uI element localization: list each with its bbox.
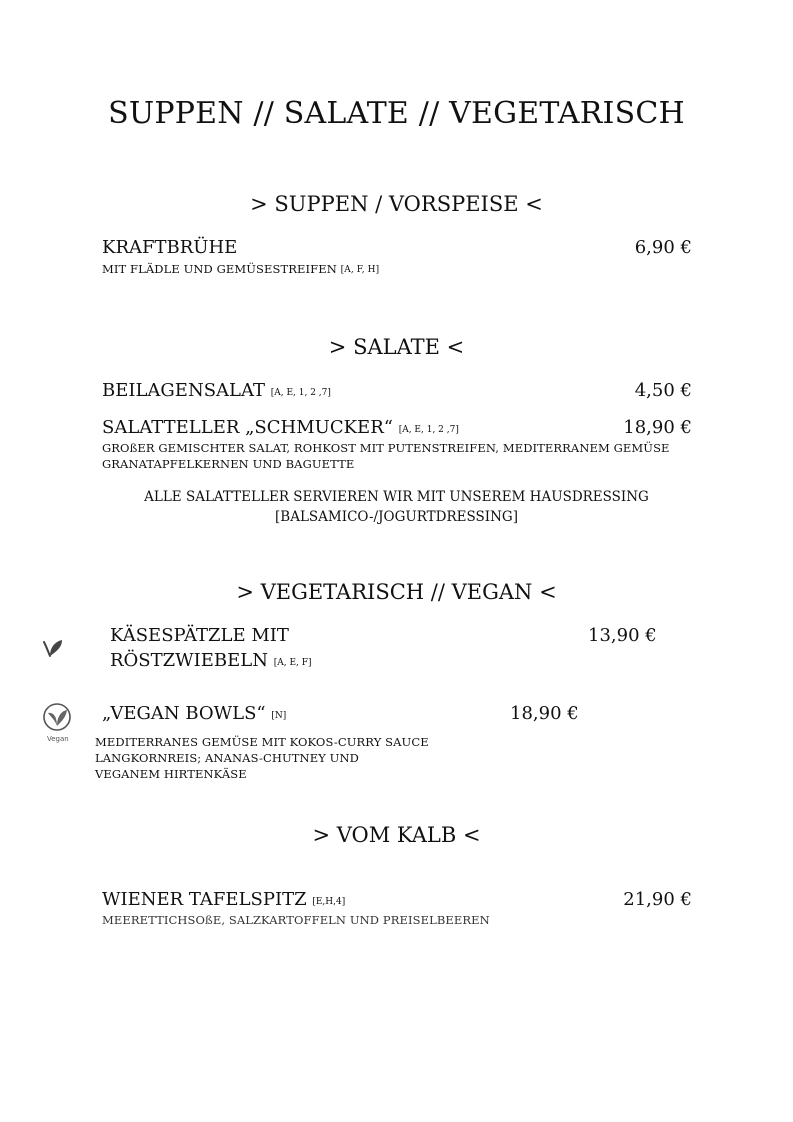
item-name-vegan-bowls bbox=[102, 703, 286, 724]
page-title: SUPPEN // SALATE // VEGETARISCH bbox=[108, 96, 685, 131]
allergen-tag: [N] bbox=[271, 711, 287, 721]
vegan-icon-label: Vegan bbox=[47, 735, 69, 743]
item-price-salatteller: 18,90 € bbox=[623, 417, 692, 438]
item-name-kaesespaetzle-line-1: KÄSESPÄTZLE MIT bbox=[110, 625, 289, 646]
item-desc-vegan-bowls-line-3: VEGANEM HIRTENKÄSE bbox=[95, 767, 247, 781]
vegan-leaf-icon bbox=[42, 702, 72, 736]
item-price-kraftbruehe: 6,90 € bbox=[634, 237, 692, 258]
item-name-salatteller bbox=[102, 417, 459, 438]
item-desc-kraftbruehe bbox=[102, 262, 379, 276]
item-price-kaesespaetzle: 13,90 € bbox=[588, 625, 657, 646]
item-desc-wiener-tafelspitz: MEERETTICHSOßE, SALZKARTOFFELN UND PREISELBEEREN bbox=[102, 913, 490, 927]
item-name-text: WIENER TAFELSPITZ bbox=[102, 889, 307, 910]
section-heading-salate: > SALATE < bbox=[328, 335, 465, 359]
item-name-text: BEILAGENSALAT bbox=[102, 380, 266, 401]
item-desc-salatteller-line-2: GRANATAPFELKERNEN UND BAGUETTE bbox=[102, 457, 355, 471]
section-heading-suppen: > SUPPEN / VORSPEISE < bbox=[250, 192, 543, 216]
allergen-tag: [A, E, F] bbox=[273, 658, 312, 668]
item-price-beilagensalat: 4,50 € bbox=[634, 380, 692, 401]
item-name-text: SALATTELLER „SCHMUCKER“ bbox=[102, 417, 393, 438]
dressing-note-line-1: ALLE SALATTELLER SERVIEREN WIR MIT UNSEREM HAUSDRESSING bbox=[144, 489, 649, 505]
allergen-tag: [E,H,4] bbox=[312, 897, 346, 907]
section-heading-vegetarisch: > VEGETARISCH // VEGAN < bbox=[236, 580, 557, 604]
allergen-tag: [A, E, 1, 2 ,7] bbox=[270, 388, 331, 398]
dressing-note-line-2: [BALSAMICO-/JOGURTDRESSING] bbox=[275, 509, 518, 525]
item-desc-vegan-bowls-line-2: LANGKORNREIS; ANANAS-CHUTNEY UND bbox=[95, 751, 359, 765]
item-desc-salatteller-line-1: GROßER GEMISCHTER SALAT, ROHKOST MIT PUTENSTREIFEN, MEDITERRANEM GEMÜSE bbox=[102, 441, 670, 455]
item-price-wiener-tafelspitz: 21,90 € bbox=[623, 889, 692, 910]
item-name-wiener-tafelspitz bbox=[102, 889, 345, 910]
item-name-beilagensalat bbox=[102, 380, 331, 401]
item-name-text: RÖSTZWIEBELN bbox=[110, 650, 268, 671]
allergen-tag: [A, E, 1, 2 ,7] bbox=[398, 425, 459, 435]
allergen-tag: [A, F, H] bbox=[340, 265, 380, 275]
item-name-kraftbruehe: KRAFTBRÜHE bbox=[102, 237, 238, 258]
item-desc-vegan-bowls-line-1: MEDITERRANES GEMÜSE MIT KOKOS-CURRY SAUCE bbox=[95, 735, 429, 749]
item-name-text: „VEGAN BOWLS“ bbox=[102, 703, 266, 724]
item-price-vegan-bowls: 18,90 € bbox=[510, 703, 579, 724]
item-name-kaesespaetzle-line-2 bbox=[110, 650, 312, 671]
vegetarian-leaf-icon bbox=[40, 636, 66, 664]
item-desc-text: MIT FLÄDLE UND GEMÜSESTREIFEN bbox=[102, 262, 337, 276]
section-heading-kalb: > VOM KALB < bbox=[312, 823, 481, 847]
